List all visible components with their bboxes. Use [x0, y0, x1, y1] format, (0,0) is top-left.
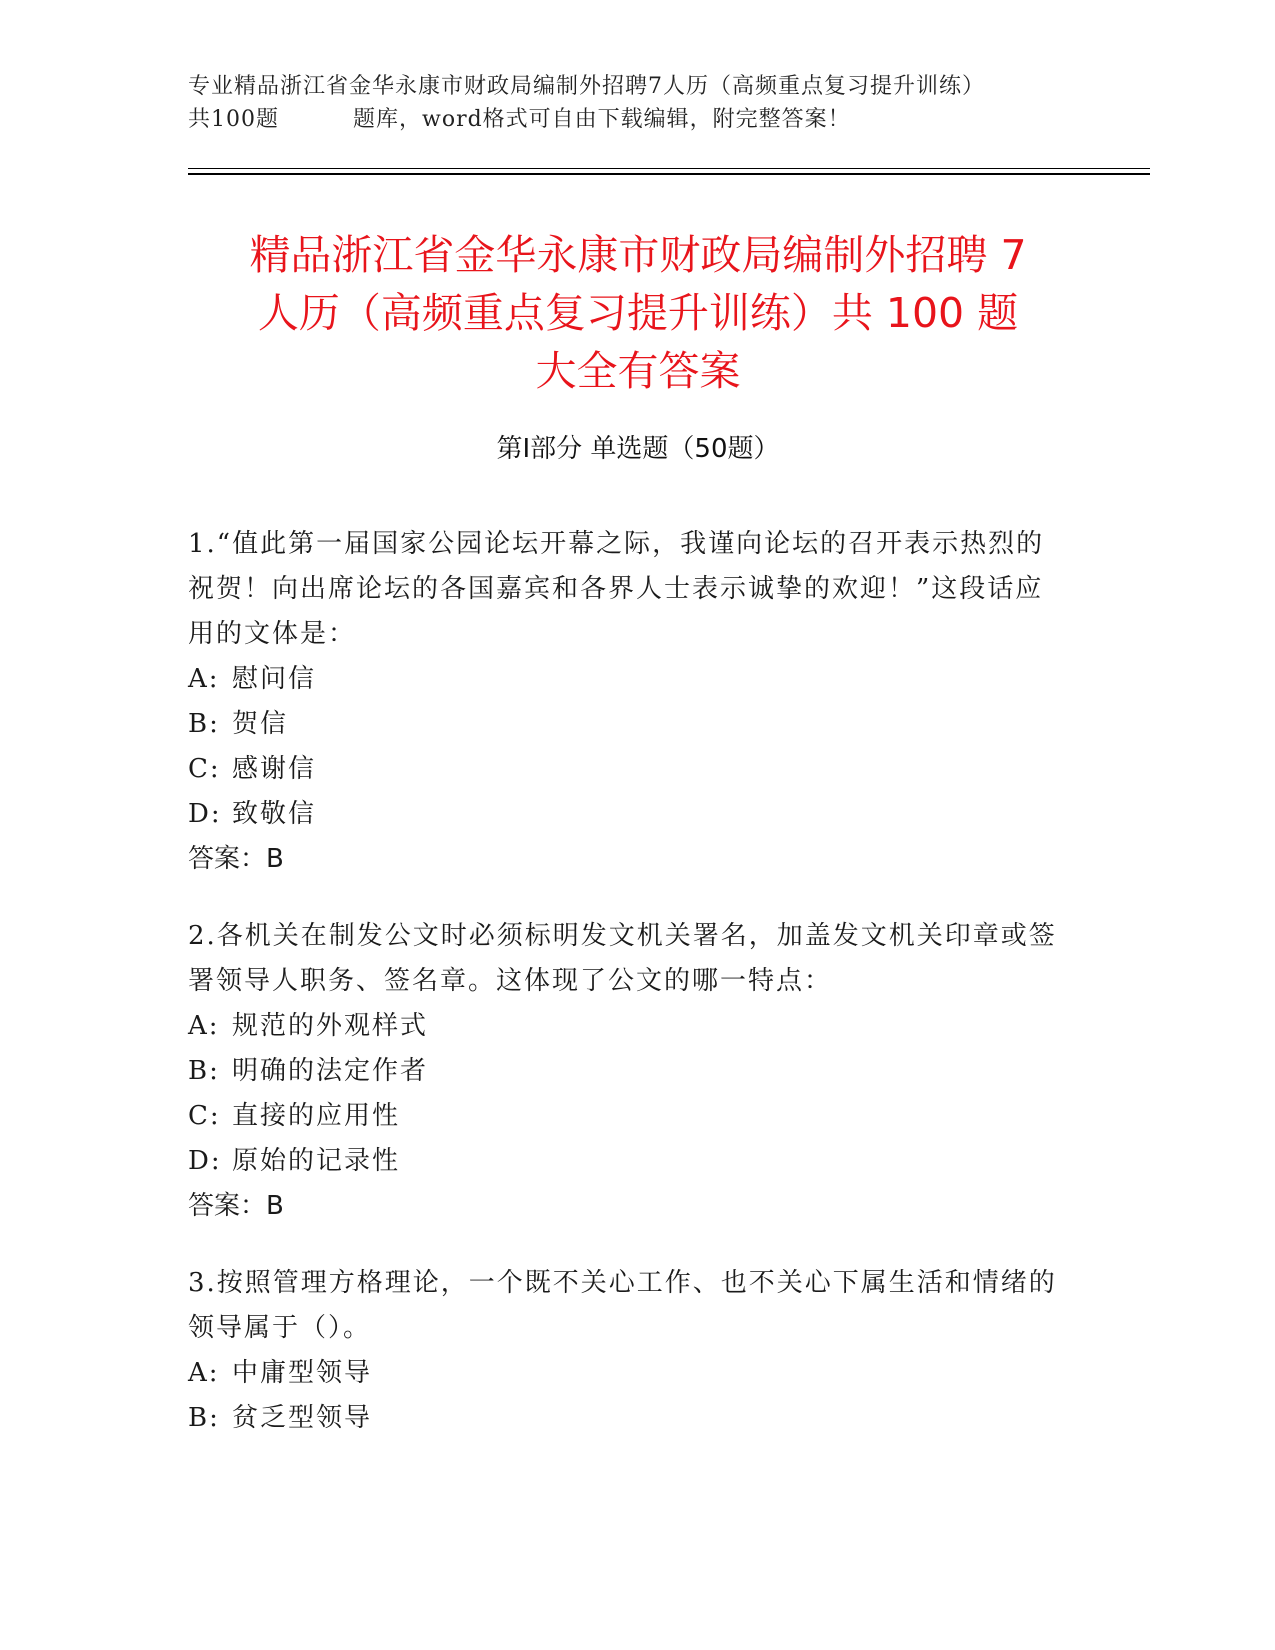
option-b: [188, 702, 1058, 747]
title-line-2: 人历（高频重点复习提升训练）共 100 题: [257, 289, 1019, 337]
option-text: 明确的法定作者: [232, 1056, 429, 1086]
header-question-count: 共100题: [188, 107, 279, 132]
question-text: 1.“值此第一届国家公园论坛开幕之际，我谨向论坛的召开表示热烈的祝贺！向出席论坛的各国嘉宾和各界人士表示诚挚的欢迎！”这段话应用的文体是：: [188, 529, 1045, 649]
option-letter: C:: [188, 1101, 221, 1131]
option-c: [188, 747, 1058, 792]
option-text: 原始的记录性: [232, 1146, 401, 1176]
header-description: 题库，word格式可自由下载编辑，附完整答案！: [353, 107, 851, 132]
option-text: 中庸型领导: [232, 1358, 373, 1388]
option-letter: B:: [188, 1403, 220, 1433]
option-text: 直接的应用性: [232, 1101, 401, 1131]
option-a: [188, 1351, 1058, 1396]
document-header: [188, 70, 1088, 136]
option-letter: B:: [188, 1056, 220, 1086]
option-text: 规范的外观样式: [232, 1011, 429, 1041]
title-line-3: 大全有答案: [535, 347, 741, 395]
option-text: 致敬信: [232, 799, 317, 829]
option-letter: D:: [188, 1146, 222, 1176]
option-letter: A:: [188, 1011, 220, 1041]
answer-line: 答案：B: [188, 844, 284, 874]
header-divider-thin: [188, 168, 1150, 169]
document-title: [188, 226, 1088, 400]
question-list: [188, 522, 1058, 1473]
option-text: 慰问信: [232, 664, 317, 694]
question-item: [188, 1261, 1058, 1441]
question-text: 2.各机关在制发公文时必须标明发文机关署名，加盖发文机关印章或签署领导人职务、签名章。这体现了公文的哪一特点：: [188, 921, 1057, 996]
question-item: [188, 522, 1058, 882]
option-letter: C:: [188, 754, 221, 784]
header-divider-thick: [188, 173, 1150, 175]
header-line-2: [188, 103, 1088, 136]
option-c: [188, 1094, 1058, 1139]
option-a: [188, 1004, 1058, 1049]
question-text: 3.按照管理方格理论，一个既不关心工作、也不关心下属生活和情绪的领导属于（）。: [188, 1268, 1057, 1343]
option-d: [188, 792, 1058, 837]
option-text: 贺信: [232, 709, 289, 739]
section-heading: 第Ⅰ部分 单选题（50题）: [496, 434, 780, 464]
answer-line: 答案：B: [188, 1191, 284, 1221]
header-line-1: 专业精品浙江省金华永康市财政局编制外招聘7人历（高频重点复习提升训练）: [188, 74, 985, 99]
option-letter: D:: [188, 799, 222, 829]
title-line-1: 精品浙江省金华永康市财政局编制外招聘 7: [249, 231, 1027, 279]
option-text: 感谢信: [232, 754, 317, 784]
question-item: [188, 914, 1058, 1229]
option-text: 贫乏型领导: [232, 1403, 373, 1433]
option-letter: B:: [188, 709, 220, 739]
option-d: [188, 1139, 1058, 1184]
option-letter: A:: [188, 664, 220, 694]
option-b: [188, 1049, 1058, 1094]
option-letter: A:: [188, 1358, 220, 1388]
option-a: [188, 657, 1058, 702]
option-b: [188, 1396, 1058, 1441]
